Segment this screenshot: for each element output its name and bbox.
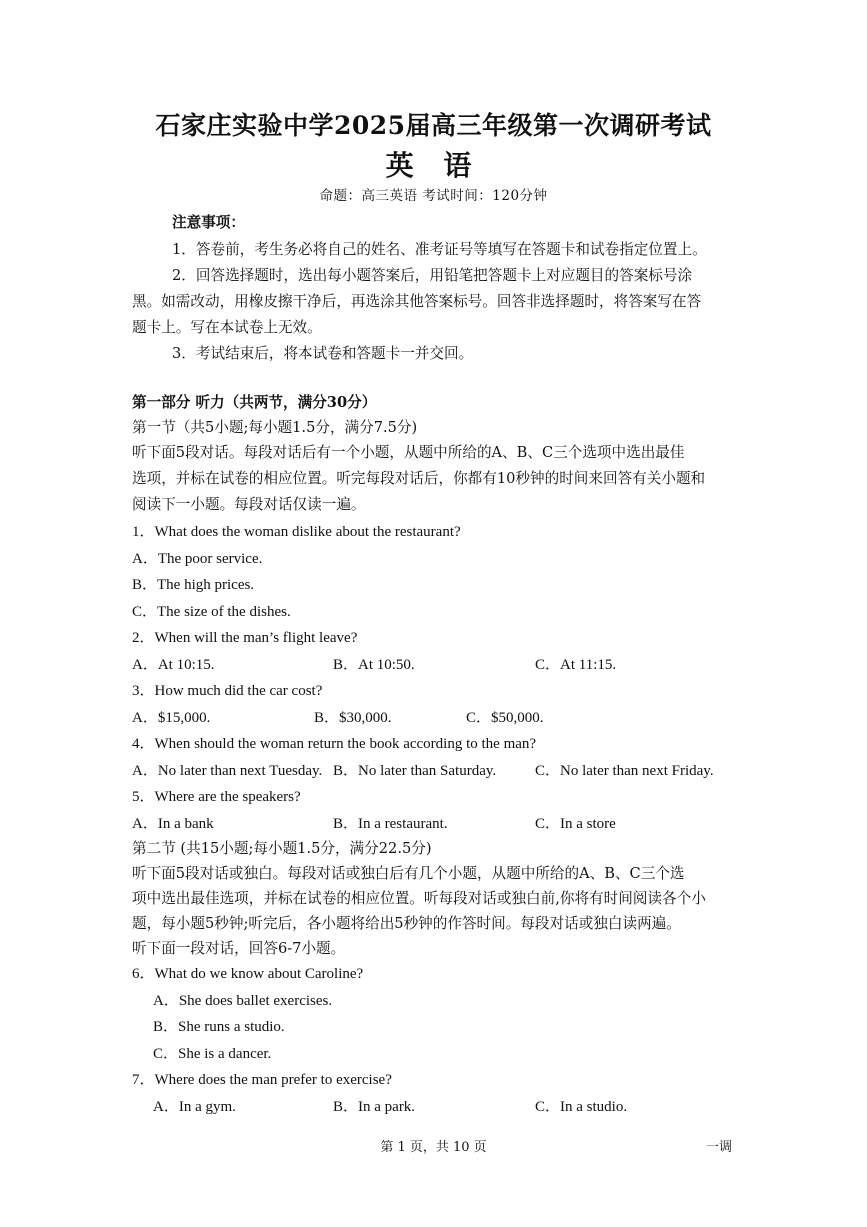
question-3-option-b: B．$30,000.	[314, 710, 392, 726]
question-3-stem: 3．How much did the car cost?	[132, 683, 323, 699]
section1-instruction-line-3: 阅读下一小题。每段对话仅读一遍。	[132, 496, 366, 513]
part1-heading: 第一部分 听力（共两节，满分30分）	[132, 394, 377, 411]
exam-title: 石家庄实验中学2025届高三年级第一次调研考试	[155, 111, 712, 140]
notice-item-2-line-3: 题卡上。写在本试卷上无效。	[132, 319, 322, 336]
exam-tag: 一调	[706, 1140, 733, 1155]
notice-heading: 注意事项：	[172, 214, 245, 231]
subject-title: 英 语	[385, 149, 482, 182]
question-4-option-a: A．No later than next Tuesday.	[132, 763, 323, 779]
question-7-option-a: A．In a gym.	[153, 1099, 236, 1115]
question-5-option-c: C．In a store	[535, 816, 616, 832]
question-7-option-c: C．In a studio.	[535, 1099, 628, 1115]
question-2-option-c: C．At 11:15.	[535, 657, 617, 673]
notice-item-2-line-1: 2．回答选择题时，选出每小题答案后，用铅笔把答题卡上对应题目的答案标号涂	[172, 267, 693, 284]
question-4-option-b: B．No later than Saturday.	[333, 763, 497, 779]
notice-item-1: 1．答卷前，考生务必将自己的姓名、准考证号等填写在答题卡和试卷指定位置上。	[172, 241, 707, 258]
question-2-option-a: A．At 10:15.	[132, 657, 215, 673]
question-2-option-b: B．At 10:50.	[333, 657, 415, 673]
question-2-stem: 2．When will the man’s flight leave?	[132, 630, 358, 646]
question-1-option-c: C．The size of the dishes.	[132, 604, 291, 620]
question-1-stem: 1．What does the woman dislike about the restaurant?	[132, 524, 461, 540]
question-1-option-b: B．The high prices.	[132, 577, 255, 593]
question-5-option-a: A．In a bank	[132, 816, 214, 832]
question-7-option-b: B．In a park.	[333, 1099, 416, 1115]
question-5-stem: 5．Where are the speakers?	[132, 789, 301, 805]
section2-instruction-line-2: 项中选出最佳选项，并标在试卷的相应位置。听每段对话或独白前,你将有时间阅读各个小	[132, 890, 706, 907]
section2-instruction-line-1: 听下面5段对话或独白。每段对话或独白后有几个小题，从题中所给的A、B、C三个选	[132, 865, 685, 882]
question-3-option-c: C．$50,000.	[466, 710, 544, 726]
question-7-stem: 7．Where does the man prefer to exercise?	[132, 1072, 392, 1088]
notice-item-3: 3．考试结束后，将本试卷和答题卡一并交回。	[172, 345, 474, 362]
section1-instruction-line-2: 选项，并标在试卷的相应位置。听完每段对话后，你都有10秒钟的时间来回答有关小题和	[132, 470, 706, 487]
question-3-option-a: A．$15,000.	[132, 710, 211, 726]
page-number: 第 1 页，共 10 页	[380, 1140, 487, 1155]
question-6-option-b: B．She runs a studio.	[153, 1019, 285, 1035]
section2-instruction-line-4: 听下面一段对话，回答6-7小题。	[132, 940, 346, 957]
question-4-option-c: C．No later than next Friday.	[535, 763, 714, 779]
notice-item-2-line-2: 黑。如需改动，用橡皮擦干净后，再选涂其他答案标号。回答非选择题时，将答案写在答	[132, 293, 702, 310]
question-6-option-a: A．She does ballet exercises.	[153, 993, 333, 1009]
section2-instruction-line-3: 题，每小题5秒钟;听完后，各小题将给出5秒钟的作答时间。每段对话或独白读两遍。	[132, 915, 681, 932]
question-1-option-a: A．The poor service.	[132, 551, 263, 567]
question-6-stem: 6．What do we know about Caroline?	[132, 966, 364, 982]
section2-heading: 第二节 (共15小题;每小题1.5分，满分22.5分)	[132, 840, 432, 857]
question-4-stem: 4．When should the woman return the book according to the man?	[132, 736, 537, 752]
exam-meta: 命题：高三英语 考试时间：120分钟	[319, 188, 548, 204]
question-6-option-c: C．She is a dancer.	[153, 1046, 272, 1062]
question-5-option-b: B．In a restaurant.	[333, 816, 448, 832]
section1-instruction-line-1: 听下面5段对话。每段对话后有一个小题，从题中所给的A、B、C三个选项中选出最佳	[132, 444, 685, 461]
section1-heading: 第一节（共5小题;每小题1.5分，满分7.5分)	[132, 419, 418, 436]
